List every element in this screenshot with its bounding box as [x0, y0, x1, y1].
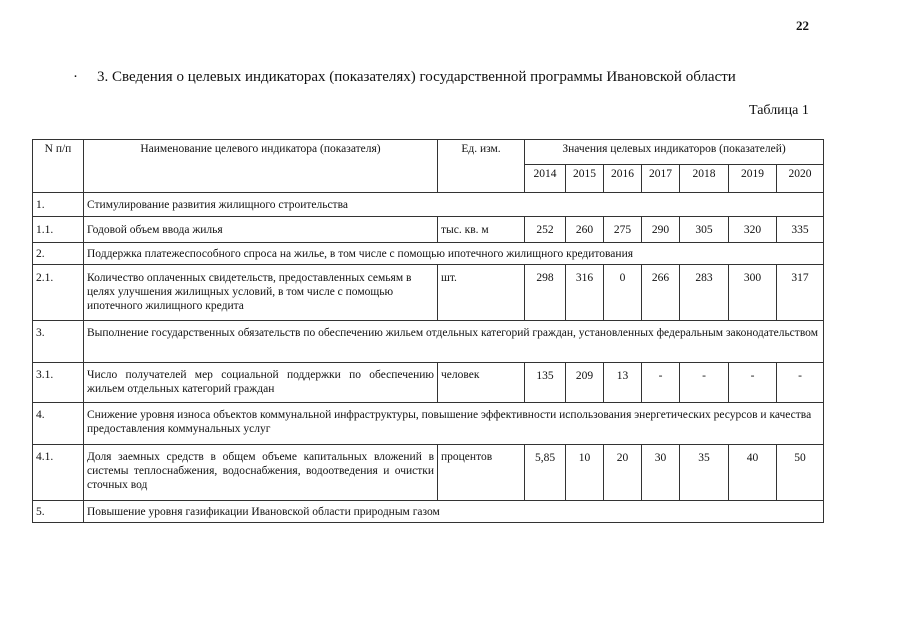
data-row — [33, 363, 824, 403]
row-num: 3.1. — [33, 363, 84, 403]
data-row — [33, 217, 824, 243]
value-cell: 35 — [680, 445, 729, 501]
section-text: Стимулирование развития жилищного строительства — [84, 193, 824, 217]
section-row — [33, 403, 824, 445]
value-cell: 209 — [566, 363, 604, 403]
value-cell: 13 — [604, 363, 642, 403]
title-text: 3. Сведения о целевых индикаторах (показателях) государственной программы Ивановской области — [97, 69, 736, 85]
row-num: 4. — [33, 403, 84, 445]
header-name: Наименование целевого индикатора (показателя) — [84, 140, 438, 193]
value-cell: 5,85 — [525, 445, 566, 501]
section-text: Поддержка платежеспособного спроса на жилье, в том числе с помощью ипотечного жилищного кредитования — [84, 243, 824, 265]
header-year: 2019 — [729, 165, 777, 193]
header-year: 2015 — [566, 165, 604, 193]
value-cell: 335 — [777, 217, 824, 243]
value-cell: 40 — [729, 445, 777, 501]
value-cell: 290 — [642, 217, 680, 243]
value-cell: 260 — [566, 217, 604, 243]
value-cell: - — [729, 363, 777, 403]
section-row — [33, 243, 824, 265]
row-num: 3. — [33, 321, 84, 363]
header-unit: Ед. изм. — [438, 140, 525, 193]
section-row — [33, 193, 824, 217]
value-cell: 135 — [525, 363, 566, 403]
value-cell: 252 — [525, 217, 566, 243]
data-row — [33, 445, 824, 501]
value-cell: 30 — [642, 445, 680, 501]
section-text: Снижение уровня износа объектов коммунальной инфраструктуры, повышение эффективности использования энергетических ресурсов и качества предоставления коммунальных услуг — [84, 403, 824, 445]
section-text: Повышение уровня газификации Ивановской области природным газом — [84, 501, 824, 523]
indicator-unit: процентов — [438, 445, 525, 501]
indicator-unit: человек — [438, 363, 525, 403]
value-cell: 320 — [729, 217, 777, 243]
value-cell: 10 — [566, 445, 604, 501]
indicator-name: Число получателей мер социальной поддержки по обеспечению жильем отдельных категорий граждан — [84, 363, 438, 403]
row-num: 1. — [33, 193, 84, 217]
section-text: Выполнение государственных обязательств по обеспечению жильем отдельных категорий граждан, установленных федеральным законодательством — [84, 321, 824, 363]
value-cell: 298 — [525, 265, 566, 321]
table-label: Таблица 1 — [749, 103, 809, 118]
header-row — [33, 140, 824, 165]
indicator-name: Доля заемных средств в общем объеме капитальных вложений в системы теплоснабжения, водоснабжения, водоотведения и очистки сточных вод — [84, 445, 438, 501]
indicator-name: Количество оплаченных свидетельств, предоставленных семьям в целях улучшения жилищных условий, в том числе с помощью ипотечного жилищного кредита — [84, 265, 438, 321]
header-num: N п/п — [33, 140, 84, 193]
indicator-name: Годовой объем ввода жилья — [84, 217, 438, 243]
row-num: 2.1. — [33, 265, 84, 321]
row-num: 1.1. — [33, 217, 84, 243]
row-num: 2. — [33, 243, 84, 265]
value-cell: 305 — [680, 217, 729, 243]
value-cell: - — [642, 363, 680, 403]
header-values: Значения целевых индикаторов (показателей) — [525, 140, 824, 165]
indicator-unit: тыс. кв. м — [438, 217, 525, 243]
value-cell: 316 — [566, 265, 604, 321]
header-year: 2017 — [642, 165, 680, 193]
header-year: 2016 — [604, 165, 642, 193]
value-cell: 317 — [777, 265, 824, 321]
section-title — [73, 69, 736, 86]
value-cell: 0 — [604, 265, 642, 321]
row-num: 4.1. — [33, 445, 84, 501]
section-row — [33, 321, 824, 363]
value-cell: 266 — [642, 265, 680, 321]
value-cell: 283 — [680, 265, 729, 321]
row-num: 5. — [33, 501, 84, 523]
header-year: 2020 — [777, 165, 824, 193]
value-cell: - — [680, 363, 729, 403]
value-cell: - — [777, 363, 824, 403]
section-row — [33, 501, 824, 523]
value-cell: 50 — [777, 445, 824, 501]
header-year: 2014 — [525, 165, 566, 193]
data-row — [33, 265, 824, 321]
header-year: 2018 — [680, 165, 729, 193]
value-cell: 20 — [604, 445, 642, 501]
page-number: 22 — [796, 18, 809, 33]
title-bullet: · — [73, 69, 78, 85]
value-cell: 300 — [729, 265, 777, 321]
indicators-table — [32, 139, 824, 523]
value-cell: 275 — [604, 217, 642, 243]
indicator-unit: шт. — [438, 265, 525, 321]
